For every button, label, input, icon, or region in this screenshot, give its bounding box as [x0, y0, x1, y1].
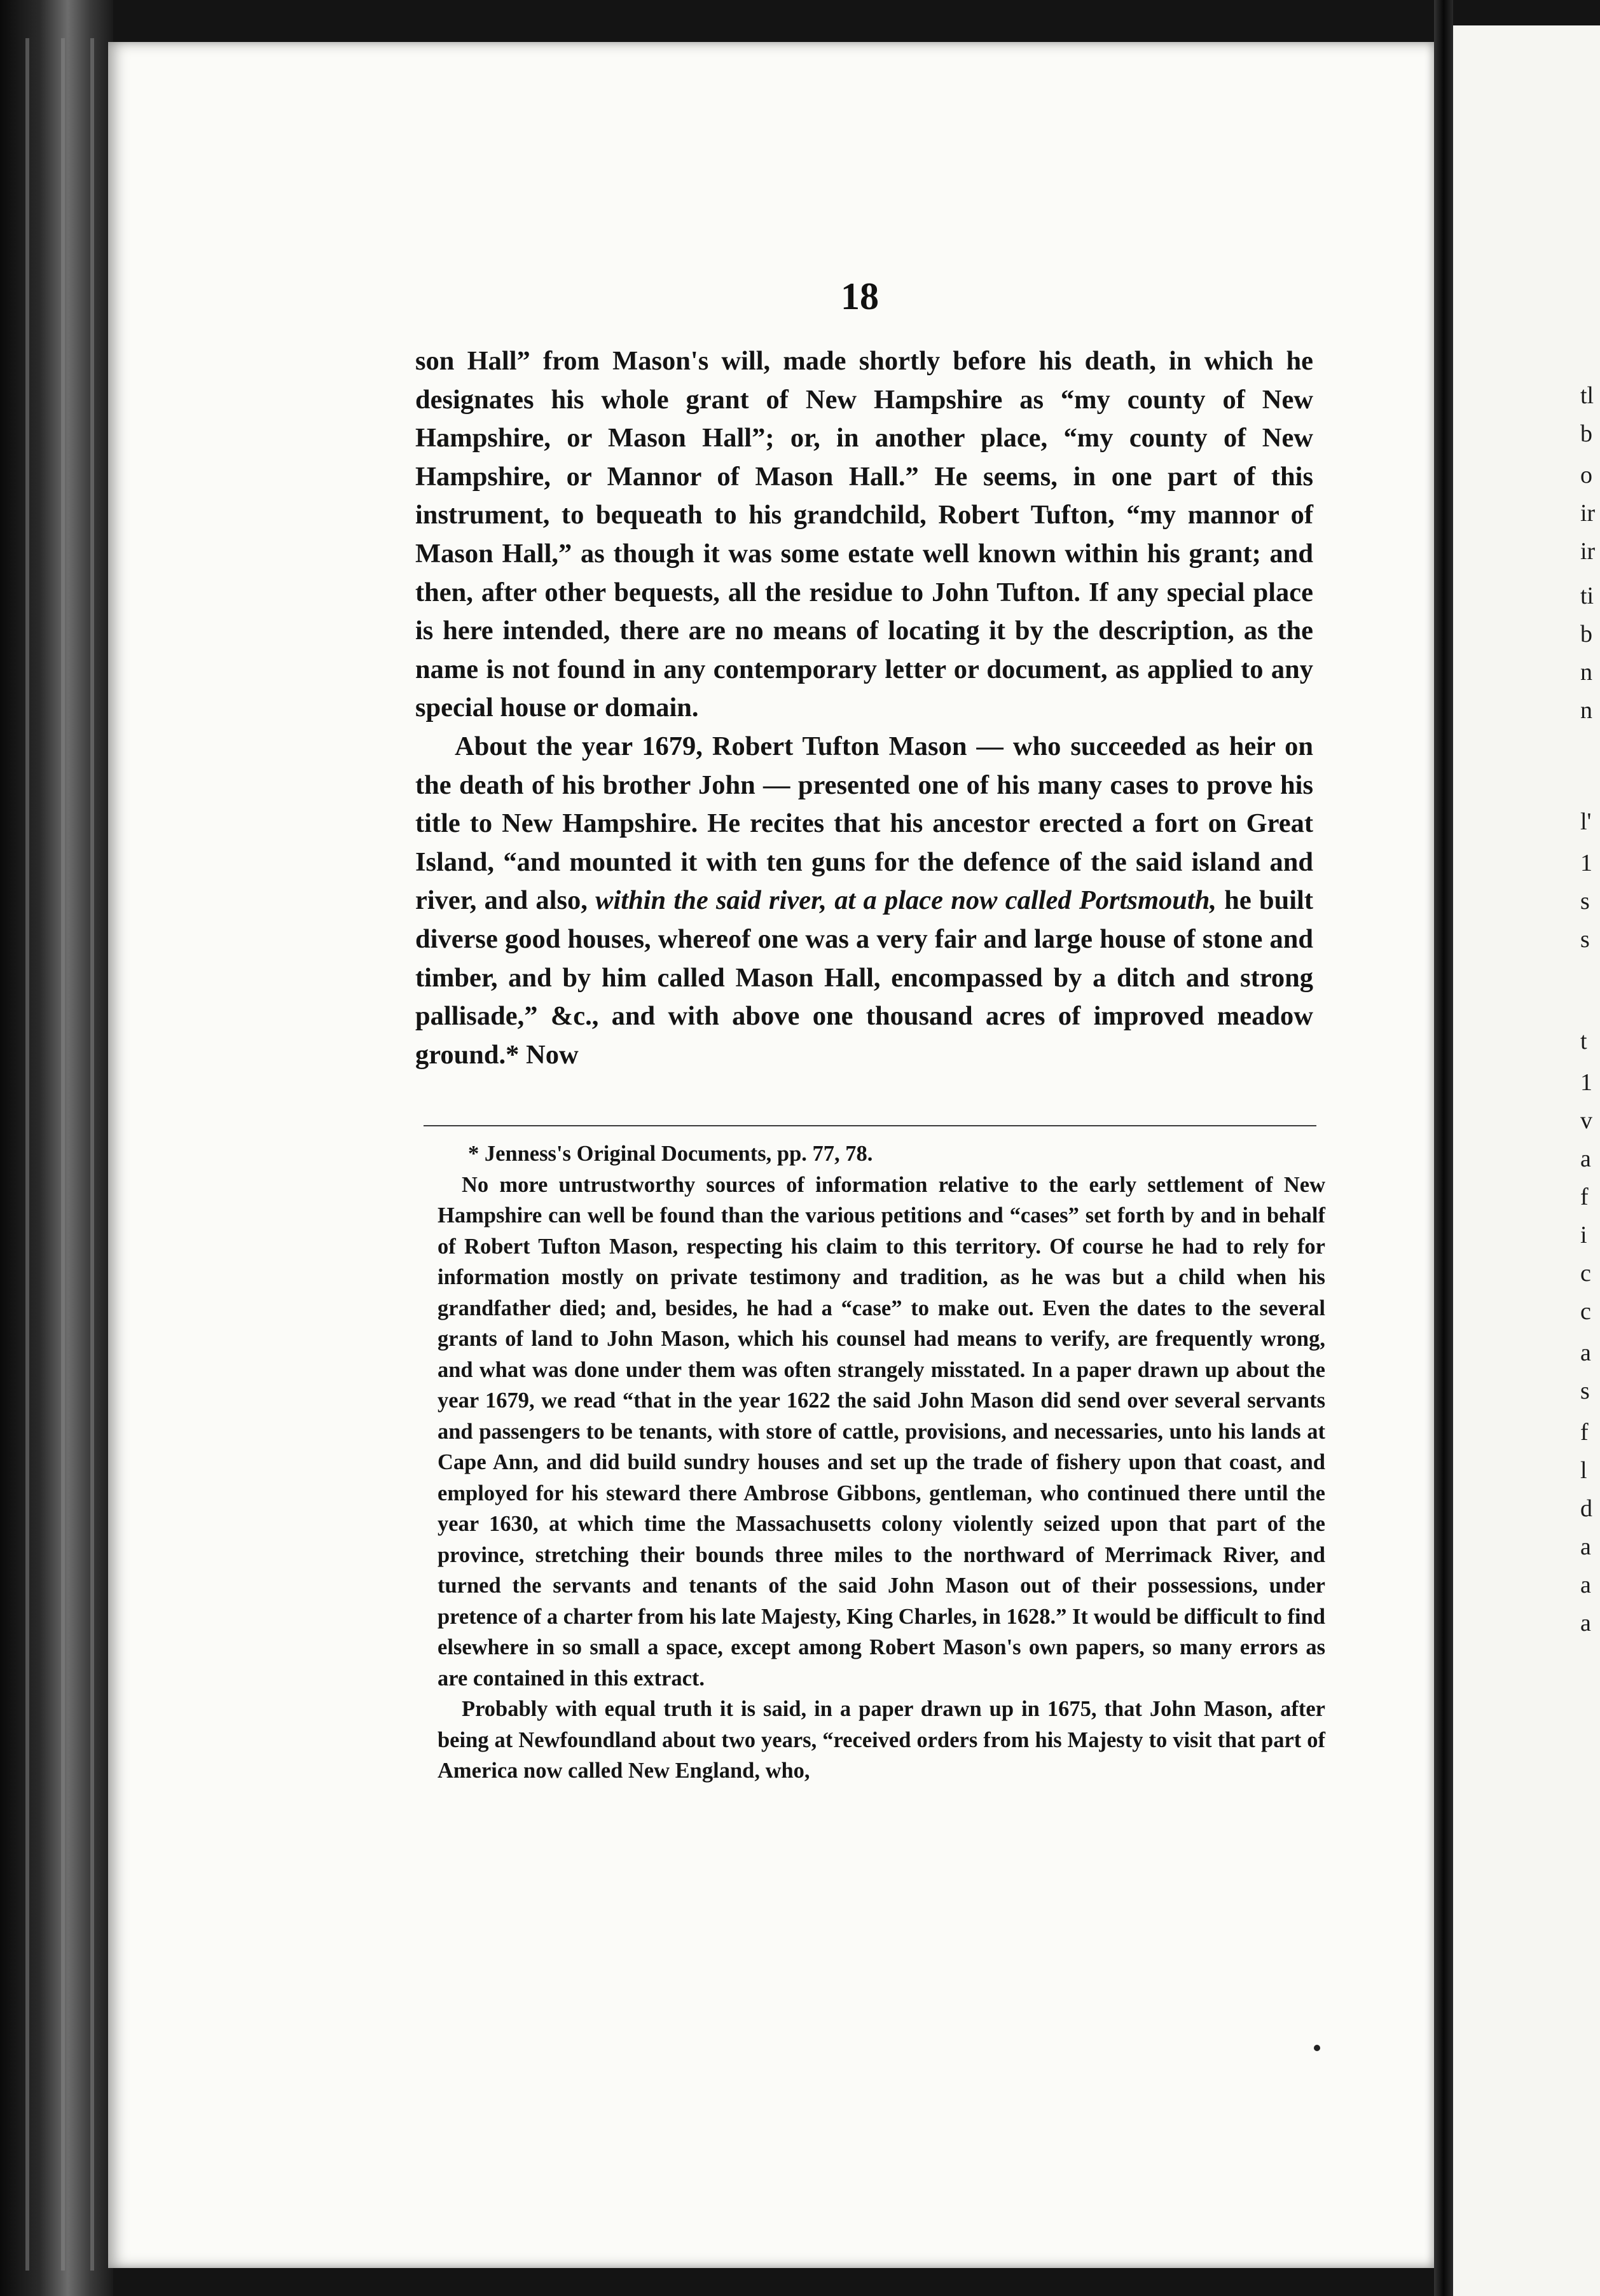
next-page-letter-fragment: 1 [1580, 850, 1592, 876]
next-page-letter-fragment: a [1580, 1533, 1591, 1560]
next-page-letter-fragment: s [1580, 926, 1590, 953]
footnote-paragraph: Probably with equal truth it is said, in a paper drawn up in 1675, that John Mason, after being at Newfoundland about two years, “received orders from his Majesty to visit that part of America now called New England, who, [438, 1697, 1325, 1783]
next-page-letter-fragment: o [1580, 462, 1592, 488]
next-page-letter-fragment: c [1580, 1260, 1591, 1287]
page-gutter [1434, 0, 1453, 2296]
next-page-letter-fragment: n [1580, 697, 1592, 724]
page-number: 18 [841, 275, 879, 317]
next-page-letter-fragment: ir [1580, 500, 1596, 527]
next-page-letter-fragment: f [1580, 1419, 1589, 1446]
next-page-letter-fragment: l [1580, 1457, 1587, 1484]
next-page-letter-fragment: b [1580, 621, 1592, 647]
paragraph-continuation: son Hall” from Mason's will, made shortly before his death, in which he designates his whole grant of New Hampshire as “my county of New Hampshire, or Mason Hall”; or, in another place, “my county of New Hampshire, or Mannor of Mason Hall.” He seems, in one part of this instrument, to bequeath to his grandchild, Robert Tufton, “my mannor of Mason Hall,” as though it was some estate well known within his grant; and then, after other bequests, all the residue to John Tufton. If any special place is here intended, there are no means of locating it by the description, as the name is not found in any contemporary letter or document, as applied to any special house or domain. [415, 346, 1313, 723]
next-page-letter-fragment: a [1580, 1610, 1591, 1636]
next-page-letter-fragment: a [1580, 1572, 1591, 1598]
italic-quote: within the said river, at a place now called Portsmouth, [595, 885, 1217, 916]
next-page-letter-fragment: a [1580, 1339, 1591, 1366]
next-page-letter-fragment: v [1580, 1107, 1592, 1134]
footnotes [438, 1138, 1325, 1787]
next-page-letter-fragment: 1 [1580, 1069, 1592, 1096]
paragraph-about-1679 [415, 728, 1313, 1074]
next-page-letter-fragment: f [1580, 1184, 1589, 1210]
next-page-fragment [1453, 25, 1600, 2296]
ink-speck [1314, 2045, 1320, 2051]
footnote-divider [424, 1125, 1316, 1126]
next-page-letter-fragment: n [1580, 659, 1592, 686]
next-page-letter-fragment: l' [1580, 808, 1592, 835]
next-page-letter-fragment: ir [1580, 538, 1596, 565]
binding-stripe [25, 38, 29, 2271]
next-page-letter-fragment: d [1580, 1495, 1592, 1522]
next-page-letter-fragment: s [1580, 888, 1590, 915]
next-page-letter-fragment: t [1580, 1028, 1587, 1055]
footnote-citation: * Jenness's Original Documents, pp. 77, 78. [468, 1142, 873, 1166]
binding-stripe [61, 38, 65, 2271]
main-body-text [415, 342, 1313, 1074]
next-page-letter-fragment: c [1580, 1298, 1591, 1325]
footnote-paragraph: No more untrustworthy sources of information relative to the early settlement of New Hampshire can well be found than the various petitions and “cases” set forth by and in behalf of Robert Tufton Mason, respecting his claim to this territory. Of course he had to rely for information mostly on private testimony and tradition, as he was but a child when his grandfather died; and, besides, he had a “case” to make out. Even the dates to the several grants of land to John Mason, which his counsel had means to verify, are frequently wrong, and what was done under them was often strangely misstated. In a paper drawn up about the year 1679, we read “that in the year 1622 the said John Mason did send over several servants and passengers to be tenants, with store of cattle, provisions, and necessaries, unto his lands at Cape Ann, and did build sundry houses and set up the trade of fishery upon that coast, and employed for his steward there Ambrose Gibbons, gentleman, who continued there until the year 1630, at which time the Massachusetts colony violently seized upon that part of the province, stretching their bounds three miles to the northward of Merrimack River, and turned the servants and tenants of the said John Mason out of their possessions, under pretence of a charter from his late Majesty, King Charles, in 1628.” It would be difficult to find elsewhere in so small a space, except among Robert Mason's own papers, so many errors as are contained in this extract. [438, 1172, 1325, 1691]
next-page-letter-fragment: b [1580, 420, 1592, 447]
next-page-letter-fragment: i [1580, 1222, 1587, 1248]
next-page-letter-fragment: s [1580, 1378, 1590, 1404]
book-binding-edge [0, 0, 113, 2296]
next-page-letter-fragment: tl [1580, 382, 1594, 409]
next-page-letter-fragment: ti [1580, 583, 1594, 609]
paragraph-text: About the year 1679, Robert Tufton Mason — who succeeded as heir on the death of his brother John — presented one of his many cases to prove his title to New Hampshire. He recites that his ancestor erected a fort on Great Island, “and mounted it with ten guns for the defence of the said island and river, and also, [415, 731, 1313, 916]
next-page-letter-fragment: a [1580, 1145, 1591, 1172]
paragraph-text: he built diverse good houses, whereof one was a very fair and large house of stone and timber, and by him called Mason Hall, encompassed by a ditch and strong pallisade,” &c., and with above one thousand acres of improved meadow ground.* Now [415, 885, 1313, 1070]
binding-stripe [90, 38, 94, 2271]
